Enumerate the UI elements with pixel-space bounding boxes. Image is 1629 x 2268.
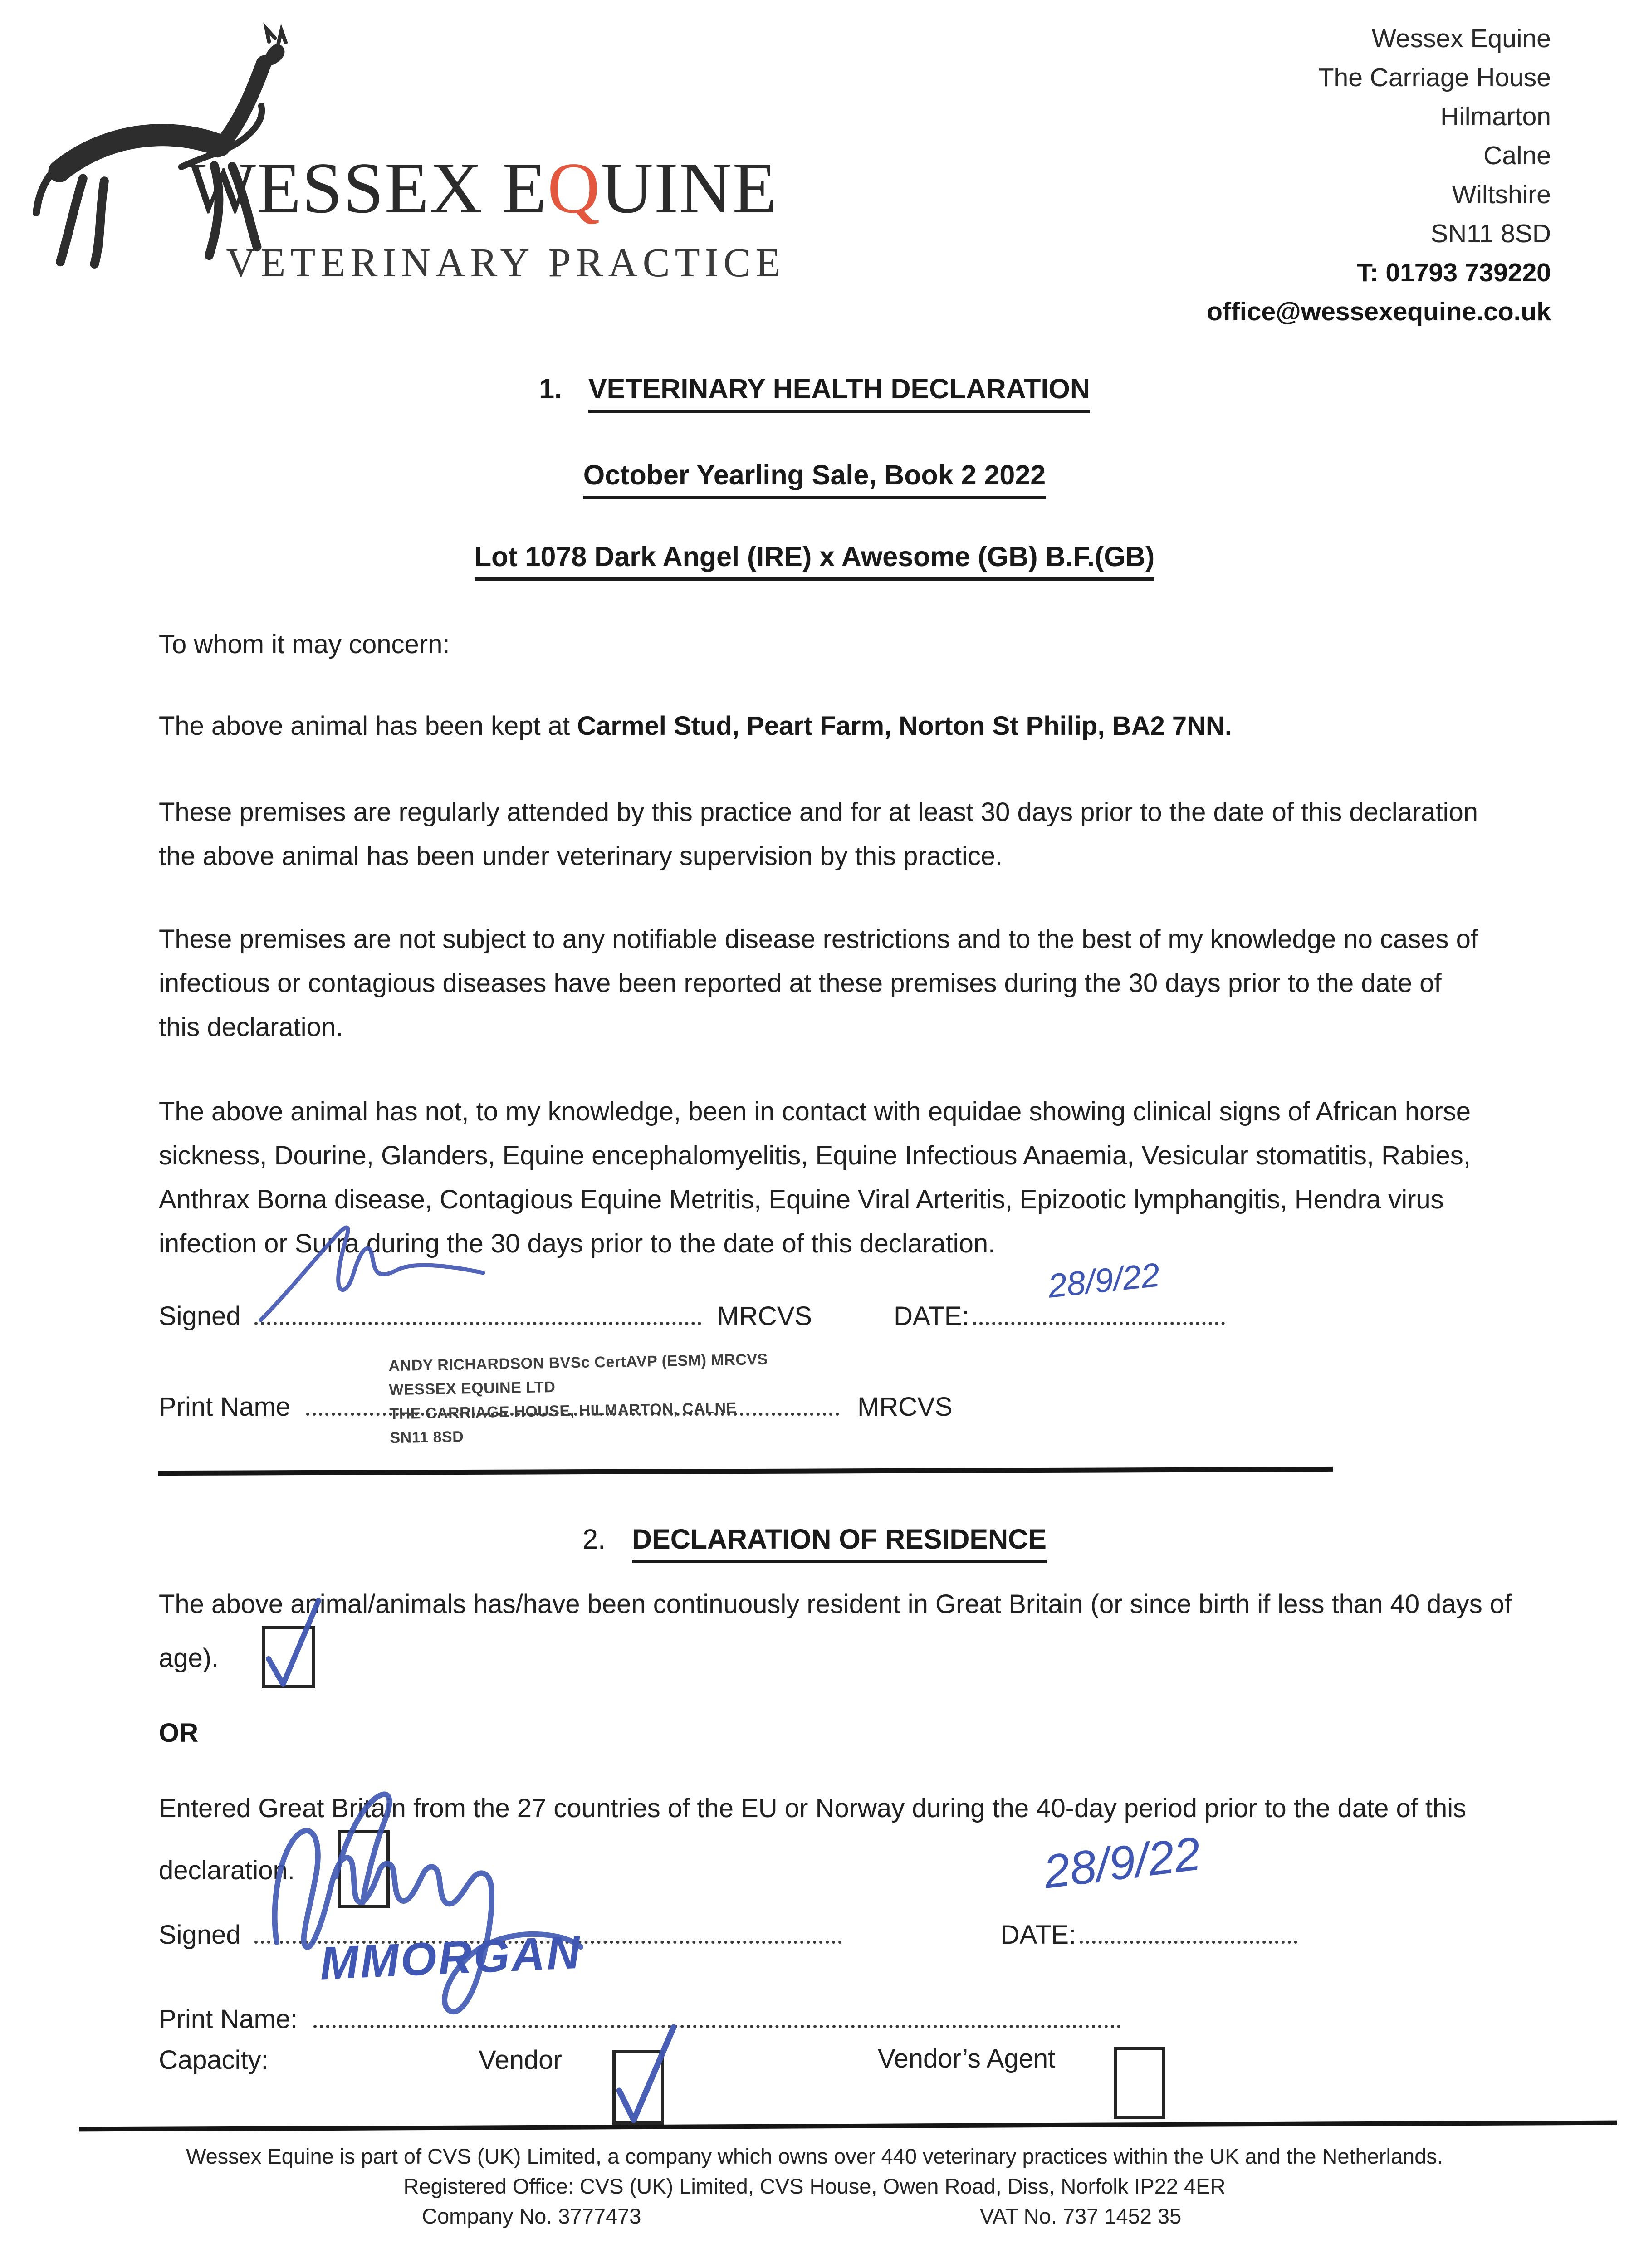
agent-label: Vendor’s Agent <box>878 2044 1056 2073</box>
contact-paragraph: The above animal has not, to my knowledge, been in contact with equidae showing clinical signs of African horse sickness, Dourine, Glanders, Equine encephalomyelitis, Equine Infectious Anaemia, Vesicular stomatitis, Rabies, Anthrax Borna disease, Contagious Equine Metritis, Equine Viral Arteritis, Epizootic lymphangitis, Hendra virus infection or Surra during the 30 days prior to the date of this declaration. <box>159 1097 1471 1258</box>
print-name-label: Print Name: <box>159 2004 298 2034</box>
date-label: DATE: <box>894 1301 969 1331</box>
section2-title: DECLARATION OF RESIDENCE <box>632 1524 1047 1563</box>
mrcvs-label: MRCVS <box>857 1392 953 1422</box>
brand-name <box>187 146 778 230</box>
footer-registered-office: Registered Office: CVS (UK) Limited, CVS House, Owen Road, Diss, Norfolk IP22 4ER <box>403 2174 1226 2198</box>
footer-vat-no: VAT No. 737 1452 35 <box>980 2204 1182 2228</box>
brand-part2: UINE <box>601 147 778 228</box>
check-icon <box>610 2023 678 2127</box>
vendor-checkbox[interactable] <box>612 2050 664 2125</box>
footer-company-no: Company No. 3777473 <box>422 2204 641 2228</box>
entered-option-text: Entered Great Britain from the 27 countries of the EU or Norway during the 40-day period prior to the date of this declaration. <box>159 1794 1467 1885</box>
attended-paragraph: These premises are regularly attended by this practice and for at least 30 days prior to the date of this declaration the above animal has been under veterinary supervision by this practice. <box>159 797 1478 871</box>
check-icon <box>260 1595 324 1691</box>
vet-signature-ink <box>254 1221 490 1328</box>
letterhead-email: office@wessexequine.co.uk <box>1207 297 1551 326</box>
section1-title: VETERINARY HEALTH DECLARATION <box>588 373 1090 413</box>
letterhead-line: Calne <box>1483 141 1551 170</box>
brand-tagline: VETERINARY PRACTICE <box>226 240 786 285</box>
stamp-line: ANDY RICHARDSON BVSc CertAVP (ESM) MRCVS <box>388 1350 768 1375</box>
stamp-line: WESSEX EQUINE LTD <box>389 1378 556 1399</box>
brand-part1: WESSEX E <box>187 147 548 228</box>
vet-name-stamp <box>388 1348 769 1451</box>
signed-label: Signed <box>159 1301 241 1331</box>
capacity-label-wrap <box>159 2045 269 2075</box>
mrcvs-label: MRCVS <box>717 1301 812 1331</box>
resident-option <box>159 1582 1574 1688</box>
practice-logo <box>25 14 841 295</box>
lot-subtitle: Lot 1078 Dark Angel (IRE) x Awesome (GB) B.F.(GB) <box>0 541 1629 572</box>
stamp-line: SN11 8SD <box>390 1428 464 1447</box>
capacity-label: Capacity: <box>159 2045 269 2075</box>
agent-label-wrap <box>878 2043 1055 2074</box>
salutation: To whom it may concern: <box>159 630 450 659</box>
kept-at-prefix: The above animal has been kept at <box>159 711 577 741</box>
signed-label: Signed <box>159 1920 241 1950</box>
or-label: OR <box>159 1718 198 1748</box>
footer-divider <box>79 2121 1617 2132</box>
letterhead-line: Hilmarton <box>1440 102 1551 131</box>
resident-option-text: The above animal/animals has/have been continuously resident in Great Britain (or since birth if less than 40 days of age). <box>159 1589 1512 1673</box>
owner-date-handwritten: 28/9/22 <box>1041 1827 1203 1899</box>
vet-date-handwritten: 28/9/22 <box>1046 1256 1162 1305</box>
kept-at-paragraph <box>159 704 1483 748</box>
owner-print-name-field[interactable] <box>313 2021 1121 2028</box>
section1-heading <box>0 373 1629 405</box>
footer-cvs-line: Wessex Equine is part of CVS (UK) Limited, a company which owns over 440 veterinary practices within the UK and the Netherlands. <box>186 2144 1443 2168</box>
resident-checkbox[interactable] <box>262 1626 315 1688</box>
vendor-label-wrap <box>479 2045 562 2075</box>
letterhead-line: Wiltshire <box>1452 180 1551 209</box>
date-label: DATE: <box>1000 1920 1076 1950</box>
disease-paragraph: These premises are not subject to any notifiable disease restrictions and to the best of my knowledge no cases of infectious or contagious diseases have been reported at these premises during the 30 days prior to the date of this declaration. <box>159 924 1478 1042</box>
print-name-label: Print Name <box>159 1392 291 1422</box>
sale-subtitle: October Yearling Sale, Book 2 2022 <box>0 459 1629 491</box>
vendor-label: Vendor <box>479 2045 562 2075</box>
letterhead-line: The Carriage House <box>1318 63 1551 92</box>
section1-number: 1. <box>539 373 562 404</box>
section2-number: 2. <box>582 1524 606 1554</box>
letterhead-line: Wessex Equine <box>1372 24 1551 53</box>
owner-date-field[interactable] <box>1080 1937 1297 1944</box>
section2-heading <box>0 1523 1629 1555</box>
agent-checkbox[interactable] <box>1114 2047 1165 2119</box>
brand-letter-q: Q <box>547 147 601 228</box>
kept-at-address: Carmel Stud, Peart Farm, Norton St Philip, BA2 7NN. <box>577 711 1232 741</box>
letterhead-phone: T: 01793 739220 <box>1357 258 1551 287</box>
stamp-line: THE CARRIAGE HOUSE, HILMARTON, CALNE <box>389 1399 737 1423</box>
letterhead-line: SN11 8SD <box>1430 219 1551 248</box>
section-divider <box>158 1467 1333 1476</box>
owner-print-name-handwritten: MMORGAN <box>318 1926 583 1989</box>
letterhead-address <box>1207 19 1551 331</box>
vet-date-field[interactable] <box>973 1318 1225 1325</box>
